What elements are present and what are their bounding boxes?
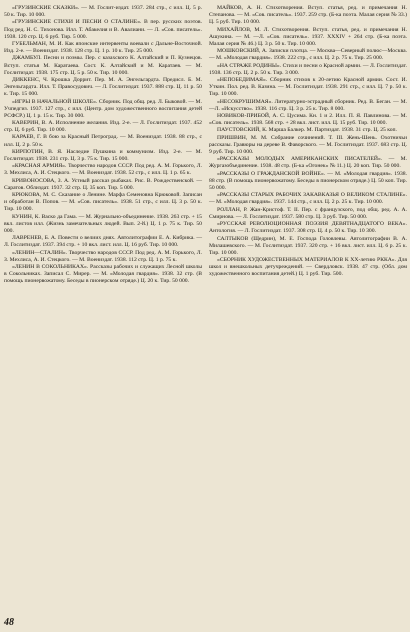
catalog-entry: «РАССКАЗЫ СТАРЫХ РАБОЧИХ ЗАКАВКАЗЬЯ О ВЕЛИКОМ СТАЛИНЕ». — М. «Молодая гвардия». 1937. 144 стр., с илл. Ц. 2 р. 25 к. Тир. 10 000. <box>209 192 407 206</box>
catalog-entry: «НА СТРАЖЕ РОДИНЫ». Стихи и песни о Красной армии. — Л. Гослитиздат. 1938. 136 стр. Ц. 2 р. 50 к. Тир. 3 000. <box>209 62 407 76</box>
catalog-entry: ДЖАМБУЛ. Песни и поэмы. Пер. с казахского К. Алтайский и П. Кузнецов. Вступ. статья М. Каратаева. Сост. К. Алтайский и М. Каратаев. — М. Гослитиздат. 1938. 175 стр. Ц. 5 р. 50 к. Тир. 10 000. <box>4 55 202 76</box>
catalog-entry: НОВИКОВ-ПРИБОЙ, А. С. Цусима. Кн. 1 и 2. Илл. П. Я. Павлинова. — М. «Сов. писатель». 1938. 568 стр. + 28 вкл. лист. илл. Ц. 15 руб. Тир. 10 000. <box>209 112 407 127</box>
catalog-entry: КАРАЕВ, Г. В бою за Красный Петроград. — М. Воениздат. 1938. 88 стр., с илл. Ц. 2 р. 50 к. <box>4 134 202 148</box>
catalog-entry: КИРПОТИН, В. Я. Наследие Пушкина и коммунизм. Изд. 2-е. — М. Гослитиздат. 1938. 231 стр. Ц. 3 р. 75 к. Тир. 15 000. <box>4 148 202 163</box>
catalog-entry: «СБОРНИК ХУДОЖЕСТВЕННЫХ МАТЕРИАЛОВ К XX-летию РККА». Для школ и внешкольных детучреждений. — Свердловск. 1938. 47 стр. (Обл. дом художественного воспитания детей.) Ц. 1 руб. Тир. 500. <box>209 257 407 278</box>
catalog-entry: ДИККЕНС, Ч. Крошка Доррит. Пер. М. А. Энгельгардта. Предисл. Б. М. Энгельгардта. Илл. Т. Правосудович. — Л. Гослитиздат. 1937. 888 стр. Ц. 11 р. 50 к. Тир. 15 000. <box>4 76 202 98</box>
catalog-entry: «КРАСНАЯ АРМИЯ». Творчество народов СССР. Под ред. А. М. Горького, Л. З. Мехлиса, А. И. Стецкого. — М. Воениздат. 1938. 52 стр., с илл. Ц. 1 р. 65 к. <box>4 163 202 177</box>
catalog-entry: «РАССКАЗЫ МОЛОДЫХ АМЕРИКАНСКИХ ПИСАТЕЛЕЙ». — М. Жургазобъединение. 1938. 48 стр. (Б-ка «Огонек» № 11.) Ц. 20 коп. Тир. 50 000. <box>209 156 407 170</box>
page-number: 48 <box>4 617 14 628</box>
catalog-entry: «ГРУЗИНСКИЕ СТИХИ И ПЕСНИ О СТАЛИНЕ». В пер. русских поэтов. Под ред. Н. С. Тихонова. Илл. Т. Абакелия и В. Авалиани. — Л. «Сов. писатель». 1938. 120 стр. Ц. 6 руб. Тир. 5 000. <box>4 19 202 40</box>
catalog-entry: «РАССКАЗЫ О ГРАЖДАНСКОЙ ВОЙНЕ». — М. «Молодая гвардия». 1938. 88 стр. (В помощь пионервожатому. Беседы в пионерском отряде.) Ц. 50 коп. Тир. 50 000. <box>209 170 407 191</box>
catalog-entry: МАЙКОВ, А. Н. Стихотворения. Вступ. статья, ред. и примечания Н. Степанова. — М. «Сов. писатель». 1937. 259 стр. (Б-ка поэта. Малая серия № 33.) Ц. 5 руб. Тир. 10 000. <box>209 5 407 26</box>
catalog-entry: «ЛЕНИН—СТАЛИН». Творчество народов СССР. Под ред. А. М. Горького, Л. З. Мехлиса, А. И. Стецкого. — М. Воениздат. 1938. 112 стр. Ц. 1 р. 75 к. <box>4 249 202 263</box>
catalog-entry: «ЛЕНИН В СОКОЛЬНИКАХ». Рассказы рабочих и служащих Лесной школы в Сокольниках. Записал С. Мирер. — М. «Молодая гвардия». 1938. 32 стр. (В помощь пионервожатому. Беседы в пионерском отряде.) Ц. 20 к. Тир. 50 000. <box>4 264 202 285</box>
catalog-entry: КУНИН, К. Васко да Гама. — М. Журнально-объединение. 1938. 263 стр. + 15 вкл. листов илл. (Жизнь замечательных людей. Вып. 2-й.) Ц. 1 р. 75 к. Тир. 50 000. <box>4 213 202 234</box>
catalog-entry: МОШКОВСКИЙ, А. Записки плотца. — Москва—Северный полюс—Москва. — М. «Молодая гвардия». 1938. 222 стр., с илл. Ц. 2 р. 75 к. Тир. 25 000. <box>209 48 407 62</box>
catalog-entry: КРИВОНОСОВА, З. А. Устный рассказ рыбаках. Рис. В. Рождественской. — Саратов. Облиздат. 1937. 32 стр. Ц. 35 коп. Тир. 5 000. <box>4 177 202 191</box>
right-column <box>209 5 407 279</box>
catalog-entry: «ИГРЫ В НАЧАЛЬНОЙ ШКОЛЕ». Сборник. Под общ. ред. Л. Быковой. — М. Учпедгиз. 1937. 127 стр., с илл. (Центр. дом художественного воспитания детей РСФСР.) Ц. 1 р. 15 к. Тир. 30 000. <box>4 98 202 119</box>
catalog-entry: САЛТЫКОВ (Щедрин), М. Е. Господа Головлевы. Автолитографии В. А. Милашевского. — М. Гослитиздат. 1937. 320 стр. + 16 вкл. лист. илл. Ц. 6 р. 25 к. Тир. 10 000. <box>209 235 407 256</box>
catalog-entry: «РУССКАЯ РЕВОЛЮЦИОННАЯ ПОЭЗИЯ ДЕВЯТНАДЦАТОГО ВЕКА». Антология. — Л. Гослитиздат. 1937. 308 стр. Ц. 4 р. 50 к. Тир. 10 300. <box>209 221 407 235</box>
catalog-entry: «НЕСОКРУШИМАЯ». Литературно-эстрадный сборник. Ред. В. Беган. — М. —Л. «Искусство». 1938. 116 стр. Ц. 3 р. 25 к. Тир. 8 000. <box>209 98 407 112</box>
left-column <box>4 5 202 286</box>
catalog-entry: «НЕПОБЕДИМАЯ». Сборник стихов к 20-летию Красной армии. Сост. И. Уткин. Пол. ред. В. Казина. — М. Гослитиздат. 1938. 291 стр., с илл. Ц. 7 р. 50 к. Тир. 10 000. <box>209 76 407 98</box>
catalog-entry: МИХАЙЛОВ, М. Л. Стихотворения. Вступ. статья, ред. и примечания Н. Ашукина. — М. —Л. «Сов. писатель». 1937. XXXIV + 264 стр. (Б-ка поэта. Малая серия № 46.) Ц. 3 р. 50 к. Тир. 10 000. <box>209 26 407 47</box>
catalog-entry: «ГРУЗИНСКИЕ СКАЗКИ». — М. Гослит-издат. 1937. 284 стр., с илл. Ц. 5 р. 50 к. Тир. 10 000. <box>4 5 202 19</box>
catalog-entry: ПРИШВИН, М. М. Собрание сочинений. Т. III. Жень-Шень. Охотничьи рассказы. Гравюры на дереве В. Фаворского. — М. Гослитиздат. 1937. 683 стр. Ц. 9 руб. Тир. 10 000. <box>209 134 407 155</box>
catalog-entry: КАВЕРИН, В. А. Исполнение желания. Изд. 2-е. — Л. Гослитиздат. 1937. 452 стр. Ц. 6 руб. Тир. 10 000. <box>4 120 202 134</box>
catalog-entry: КРЮКОВА, М. С. Сказание о Ленине. Марфа Семеновна Крюковой. Записан и обработан В. Попов. — М. «Сов. писатель». 1938. 51 стр., с илл. Ц. 3 р. 50 к. Тир. 10 000. <box>4 192 202 213</box>
catalog-entry: ПАУСТОВСКИЙ, К. Марша Балкер. М. Партиздат. 1938. 31 стр. Ц. 25 коп. <box>217 127 397 134</box>
catalog-entry: ГУБЕЛЬМАН, М. И. Как японские интервенты воевали с Дальне-Восточной. Изд. 2-е. — Воениздат. 1938. 128 стр. Ц. 1 р. 10 к. Тир. 25 000. <box>4 40 202 55</box>
catalog-entry: РОЛЛАН, Р. Жан-Кристоф. Т. II. Пер. с французского, под общ. ред. А. А. Смирнова. — Л. Гослитиздат. 1937. 580 стр. Ц. 3 руб. Тир. 50 000. <box>209 206 407 220</box>
catalog-entry: ЛАВРЕНЕВ, Б. А. Повести о велиих днях. Автолитографии Е. А. Кибрика. — Л. Гослитиздат. 1937. 394 стр. + 10 вкл. лист. илл. Ц. 16 руб. Тир. 10 000. <box>4 235 202 249</box>
